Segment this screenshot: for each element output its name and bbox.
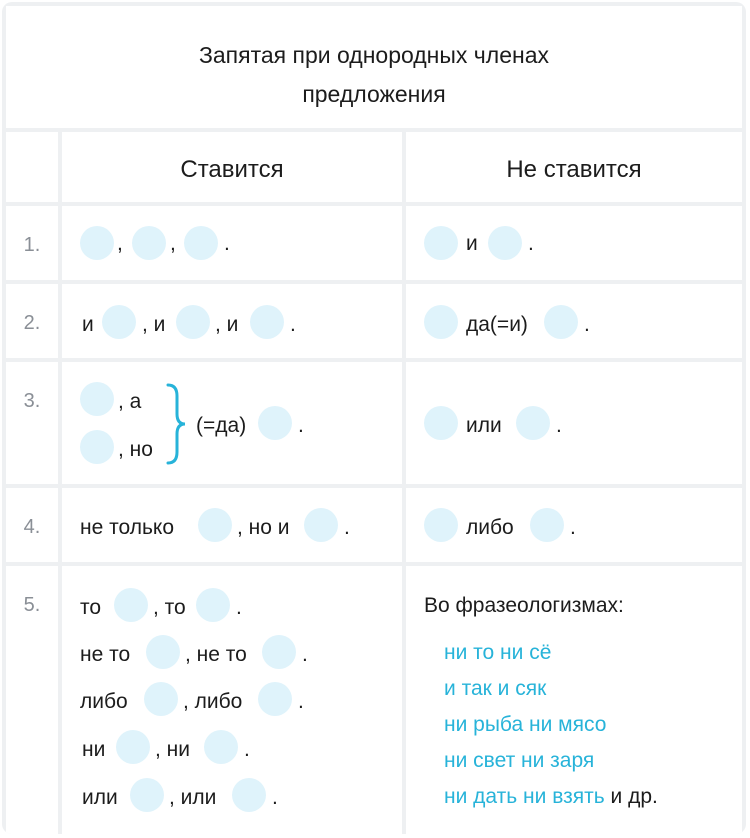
conjunction: , но (118, 438, 153, 461)
header-put: Ставится (180, 156, 284, 183)
row-3-put-cell (62, 362, 402, 484)
idiom-item-last (444, 785, 658, 809)
table-title (6, 36, 742, 114)
table-title-cell (6, 6, 742, 128)
row-4-not-put-cell (406, 488, 742, 562)
row-number: 1. (23, 234, 41, 256)
conjunction: , но и (237, 516, 290, 539)
period: . (570, 516, 576, 539)
conjunction: или (466, 414, 502, 437)
row-number: 3. (23, 390, 41, 412)
comma: , (170, 232, 176, 255)
period: . (344, 516, 350, 539)
period: . (236, 596, 242, 619)
word-placeholder (424, 508, 458, 542)
row-3-number-cell (6, 362, 58, 484)
period: . (298, 690, 304, 713)
row-number: 2. (23, 312, 41, 334)
word-placeholder (102, 305, 136, 339)
row-number: 5. (23, 594, 41, 616)
word-placeholder (530, 508, 564, 542)
period: . (272, 786, 278, 809)
period: . (302, 643, 308, 666)
header-number-cell (6, 132, 58, 202)
conjunction: да(=и) (466, 313, 528, 336)
conjunction: и (466, 232, 478, 255)
period: . (224, 232, 230, 255)
comma-rules-table (2, 2, 746, 834)
word-placeholder (232, 778, 266, 812)
word-placeholder (80, 226, 114, 260)
curly-brace-icon (164, 382, 188, 466)
conjunction: , то (153, 596, 186, 619)
word-placeholder (196, 588, 230, 622)
word-placeholder (80, 430, 114, 464)
word-placeholder (516, 406, 550, 440)
row-3-not-put-cell (406, 362, 742, 484)
conjunction: то (80, 596, 102, 619)
word-placeholder (250, 305, 284, 339)
period: . (298, 414, 304, 437)
row-5-put-cell (62, 566, 402, 834)
comma: , (117, 232, 123, 255)
word-placeholder (146, 635, 180, 669)
etc-suffix: и др. (604, 785, 658, 808)
word-placeholder (116, 730, 150, 764)
conjunction: не только (80, 516, 175, 539)
conjunction: не то (80, 643, 131, 666)
row-number: 4. (23, 516, 41, 538)
word-placeholder (198, 508, 232, 542)
word-placeholder (130, 778, 164, 812)
word-placeholder (262, 635, 296, 669)
idioms-heading: Во фразеологизмах: (424, 594, 624, 617)
conjunction: либо (466, 516, 514, 539)
title-line-2: предложения (302, 81, 446, 107)
conjunction: или (82, 786, 118, 809)
row-5-not-put-cell (406, 566, 742, 834)
idiom-item: ни то ни сё (444, 641, 552, 664)
word-placeholder (488, 226, 522, 260)
conjunction: и (82, 313, 94, 336)
word-placeholder (424, 406, 458, 440)
row-1-put-cell (62, 206, 402, 280)
word-placeholder (114, 588, 148, 622)
idiom-item: ни рыба ни мясо (444, 713, 607, 736)
word-placeholder (176, 305, 210, 339)
idiom-text: ни дать ни взять (444, 785, 605, 808)
conjunction: ни (82, 738, 106, 761)
row-2-put-cell (62, 284, 402, 358)
conjunction: , а (118, 390, 142, 413)
word-placeholder (80, 382, 114, 416)
conjunction: (=да) (196, 414, 247, 437)
header-put-cell (62, 132, 402, 202)
row-4-put-cell (62, 488, 402, 562)
period: . (584, 313, 590, 336)
title-line-1: Запятая при однородных членах (199, 42, 549, 68)
word-placeholder (132, 226, 166, 260)
period: . (244, 738, 250, 761)
conjunction: , и (142, 313, 166, 336)
period: . (290, 313, 296, 336)
row-5-number-cell (6, 566, 58, 834)
row-4-number-cell (6, 488, 58, 562)
word-placeholder (304, 508, 338, 542)
word-placeholder (258, 406, 292, 440)
word-placeholder (544, 305, 578, 339)
header-not-put-cell (406, 132, 742, 202)
row-2-number-cell (6, 284, 58, 358)
period: . (528, 232, 534, 255)
conjunction: , и (215, 313, 239, 336)
word-placeholder (184, 226, 218, 260)
idiom-item: ни свет ни заря (444, 749, 595, 772)
conjunction: либо (80, 690, 128, 713)
conjunction: , ни (155, 738, 190, 761)
period: . (556, 414, 562, 437)
conjunction: , либо (183, 690, 243, 713)
word-placeholder (204, 730, 238, 764)
conjunction: , не то (185, 643, 247, 666)
idiom-item: и так и сяк (444, 677, 547, 700)
word-placeholder (258, 682, 292, 716)
conjunction: , или (169, 786, 217, 809)
header-not-put: Не ставится (506, 156, 642, 183)
word-placeholder (424, 226, 458, 260)
row-1-number-cell (6, 206, 58, 280)
word-placeholder (144, 682, 178, 716)
row-2-not-put-cell (406, 284, 742, 358)
word-placeholder (424, 305, 458, 339)
row-1-not-put-cell (406, 206, 742, 280)
